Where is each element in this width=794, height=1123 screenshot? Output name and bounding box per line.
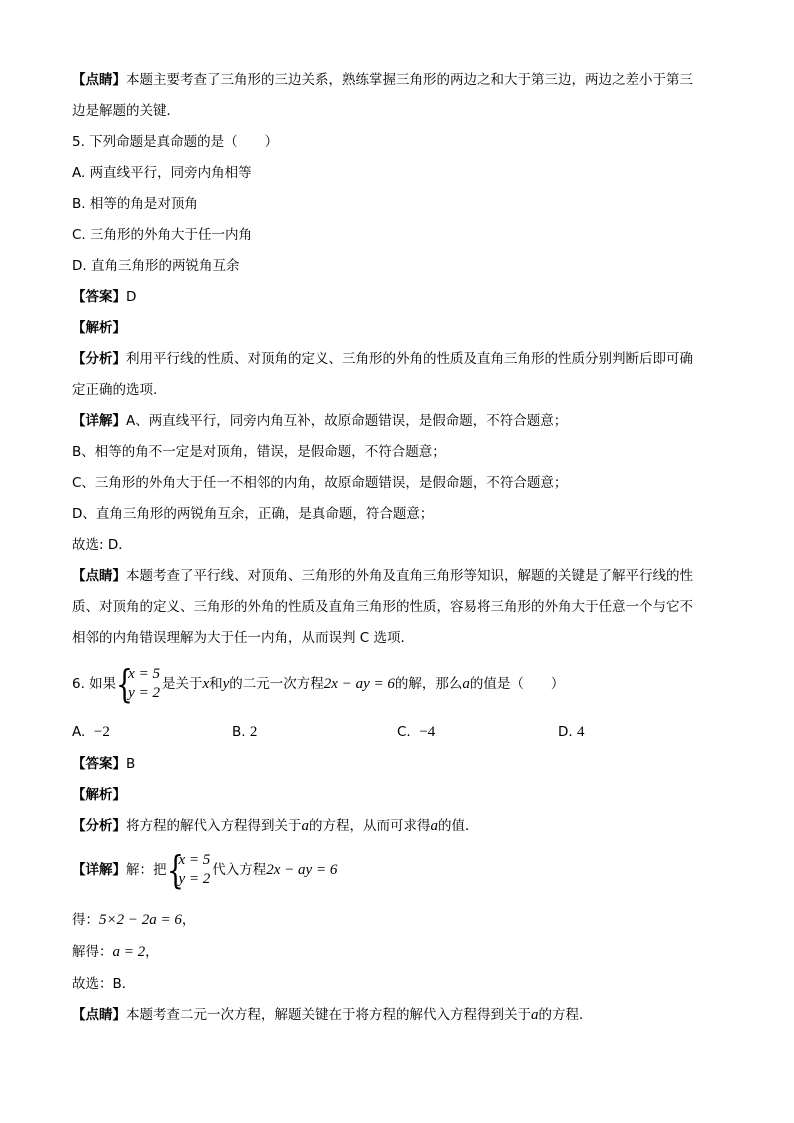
q6-option-a: A. −2 — [72, 724, 110, 740]
q5-dianjing-line1: 【点睛】本题考查了平行线、对顶角、三角形的外角及直角三角形等知识，解题的关键是了解平行线的性 — [72, 568, 693, 584]
q5-guxuan: 故选: D． — [72, 537, 132, 553]
q5-stem: 5. 下列命题是真命题的是（ ） — [72, 134, 279, 150]
equation-system-2: { x = 5 y = 2 — [166, 848, 211, 892]
q6-jiexi-heading: 【解析】 — [72, 787, 126, 803]
q5-xiangjie-line2: B、相等的角不一定是对顶角，错误，是假命题，不符合题意； — [72, 444, 446, 460]
q6-dianjing: 【点睛】本题考查二元一次方程，解题关键在于将方程的解代入方程得到关于a的方程． — [72, 1007, 593, 1023]
q5-option-d: D. 直角三角形的两锐角互余 — [72, 258, 240, 274]
q5-jiexi-heading: 【解析】 — [72, 320, 126, 336]
q5-option-a: A. 两直线平行，同旁内角相等 — [72, 165, 252, 181]
q5-dianjing-line3: 相邻的内角错误理解为大于任一内角，从而误判 C 选项． — [72, 630, 415, 646]
q5-xiangjie-line1: 【详解】A、两直线平行，同旁内角互补，故原命题错误，是假命题，不符合题意； — [72, 413, 568, 429]
q6-de: 得：5×2 − 2a = 6， — [72, 912, 196, 928]
q6-xiangjie: 【详解】解：把 { x = 5 y = 2 代入方程2x − ay = 6 — [72, 848, 338, 892]
q6-option-c: C. −4 — [397, 724, 436, 740]
equation-system: { x = 5 y = 2 — [116, 662, 160, 706]
equation: 2x − ay = 6 — [323, 676, 395, 692]
q5-fenxi-line2: 定正确的选项. — [72, 382, 158, 398]
q6-jiede: 解得：a = 2， — [72, 944, 159, 960]
q5-fenxi-line1: 【分析】利用平行线的性质、对顶角的定义、三角形的外角的性质及直角三角形的性质分别判断后即可确 — [72, 351, 693, 367]
q5-answer: 【答案】D — [72, 289, 137, 305]
q5-option-b: B. 相等的角是对顶角 — [72, 196, 198, 212]
q6-stem: 6. 如果 { x = 5 y = 2 是关于x和y的二元一次方程2x − ay = 6的解，那么a的值是（ ） — [72, 662, 565, 706]
dianjing-tag: 【点睛】 — [72, 72, 126, 88]
q5-xiangjie-line4: D、直角三角形的两锐角互余，正确，是真命题，符合题意； — [72, 506, 434, 522]
q6-answer: 【答案】B — [72, 756, 136, 772]
q5-xiangjie-line3: C、三角形的外角大于任一不相邻的内角，故原命题错误，是假命题，不符合题意； — [72, 475, 568, 491]
q6-guxuan: 故选：B． — [72, 976, 136, 992]
q5-dianjing-line2: 质、对顶角的定义、三角形的外角的性质及直角三角形的性质，容易将三角形的外角大于任意一个与它不 — [72, 599, 693, 615]
prev-dianjing-line1: 【点睛】本题主要考查了三角形的三边关系，熟练掌握三角形的两边之和大于第三边，两边之差小于第三 — [72, 72, 693, 88]
q6-option-b: B. 2 — [232, 724, 258, 740]
q6-option-d: D. 4 — [558, 724, 585, 740]
q5-option-c: C. 三角形的外角大于任一内角 — [72, 227, 253, 243]
q6-fenxi: 【分析】将方程的解代入方程得到关于a的方程，从而可求得a的值． — [72, 818, 479, 834]
prev-dianjing-line2: 边是解题的关键． — [72, 103, 180, 119]
